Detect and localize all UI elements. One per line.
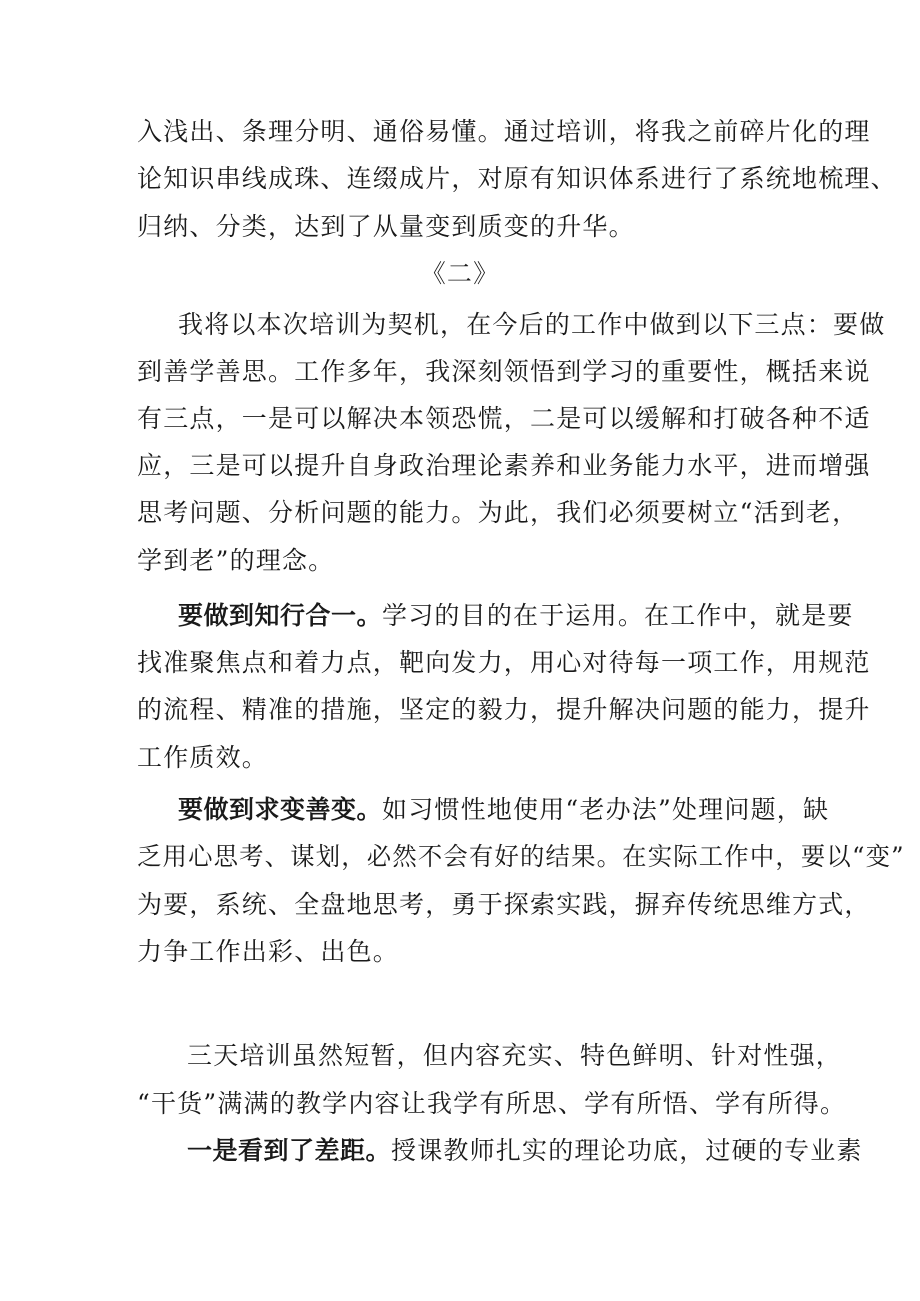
paragraph-text: 如习惯性地使用“老办法”处理问题，缺: [382, 795, 830, 824]
bold-lead: 要做到知行合一。: [178, 601, 383, 630]
paragraph-line: [187, 1136, 863, 1166]
paragraph-line: 的流程、精准的措施，坚定的毅力，提升解决问题的能力，提升: [137, 695, 871, 724]
bold-lead: 要做到求变善变。: [178, 795, 383, 824]
paragraph-text: 学习的目的在于运用。在工作中，就是要: [382, 601, 854, 630]
bold-lead: 一是看到了差距。: [187, 1136, 392, 1165]
paragraph-line: 思考问题、分析问题的能力。为此，我们必须要树立“活到老，: [137, 498, 859, 527]
paragraph-line: 找准聚焦点和着力点，靶向发力，用心对待每一项工作，用规范: [137, 648, 871, 677]
paragraph-line: 到善学善思。工作多年，我深刻领悟到学习的重要性，概括来说: [137, 357, 871, 386]
paragraph-line: 归纳、分类，达到了从量变到质变的升华。: [137, 212, 635, 241]
paragraph-line: 力争工作出彩、出色。: [137, 937, 400, 966]
paragraph-line: [178, 601, 854, 631]
paragraph-line: 工作质效。: [137, 743, 269, 772]
paragraph-line: 为要，系统、全盘地思考，勇于探索实践，摒弃传统思维方式，: [137, 890, 871, 919]
paragraph-line: 论知识串线成珠、连缀成片，对原有知识体系进行了系统地梳理、: [137, 164, 897, 193]
paragraph-text: 授课教师扎实的理论功底，过硬的专业素: [391, 1136, 863, 1165]
paragraph-line: 应，三是可以提升自身政治理论素养和业务能力水平，进而增强: [137, 451, 871, 480]
paragraph-line: 学到老”的理念。: [137, 546, 335, 575]
paragraph-line: 我将以本次培训为契机，在今后的工作中做到以下三点：要做: [178, 310, 886, 339]
paragraph-line: 入浅出、条理分明、通俗易懂。通过培训，将我之前碎片化的理: [137, 117, 871, 146]
paragraph-line: “干货”满满的教学内容让我学有所思、学有所悟、学有所得。: [137, 1089, 847, 1118]
paragraph-line: 乏用心思考、谋划，必然不会有好的结果。在实际工作中，要以“变”: [137, 842, 905, 871]
section-heading: 《二》: [420, 259, 500, 288]
paragraph-line: 三天培训虽然短暂，但内容充实、特色鲜明、针对性强，: [187, 1041, 843, 1070]
paragraph-line: [178, 795, 829, 825]
paragraph-line: 有三点，一是可以解决本领恐慌，二是可以缓解和打破各种不适: [137, 404, 871, 433]
